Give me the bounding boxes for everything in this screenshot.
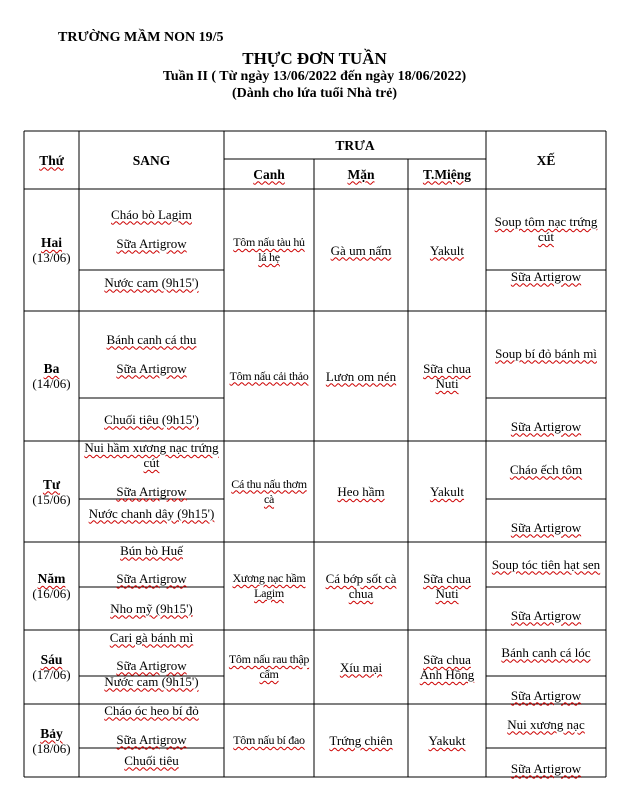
header-main: Mặn <box>347 166 375 182</box>
lunch-dessert: Yakult <box>429 484 465 499</box>
afternoon-milk: Sữa Artigrow <box>510 268 582 284</box>
morning-item: Sữa Artigrow <box>116 657 187 673</box>
day-name: Bảy <box>40 725 63 741</box>
afternoon-milk: Sữa Artigrow <box>510 760 582 776</box>
lunch-main: Lươn om nén <box>325 368 397 384</box>
lunch-dessert: Sữa chua Nuti <box>423 571 471 601</box>
lunch-soup: Xương nạc hầm Lagim <box>232 571 306 600</box>
lunch-main: Xíu mại <box>339 659 383 675</box>
lunch-main: Trứng chiên <box>329 733 393 748</box>
day-name: Năm <box>37 571 66 586</box>
afternoon-item: Soup bí đỏ bánh mì <box>495 345 597 361</box>
morning-item: Sữa Artigrow <box>116 235 187 251</box>
day-date: (18/06) <box>32 740 71 756</box>
lunch-soup: Tôm nấu bí đao <box>233 733 305 747</box>
afternoon-milk: Sữa Artigrow <box>510 607 582 623</box>
day-name: Ba <box>43 361 60 376</box>
day-name: Sáu <box>40 652 63 667</box>
day-date: (16/06) <box>32 586 71 601</box>
day-cell <box>24 441 79 542</box>
morning-item: Cari gà bánh mì <box>109 629 194 645</box>
day-date: (14/06) <box>32 376 71 391</box>
morning-item: Cháo bò Lagim <box>111 206 192 222</box>
afternoon-item: Cháo ếch tôm <box>509 461 583 477</box>
week-range: Tuần II ( Từ ngày 13/06/2022 đến ngày 18/06/2022) <box>162 69 467 84</box>
afternoon-item: Bánh canh cá lóc <box>501 644 591 660</box>
page-title: THỰC ĐƠN TUẦN <box>242 49 387 68</box>
day-name: Tư <box>42 476 61 492</box>
afternoon-milk: Sữa Artigrow <box>510 418 582 434</box>
lunch-soup: Tôm nấu rau thập cẩm <box>228 652 310 681</box>
morning-item: Nui hầm xương nạc trứng cút <box>84 440 219 470</box>
day-cell <box>24 189 79 311</box>
lunch-dessert: Yakukt <box>428 733 466 748</box>
header-lunch: TRƯA <box>335 137 375 153</box>
header-dessert: T.Miệng <box>422 166 472 182</box>
lunch-dessert: Sữa chua Anh Hồng <box>419 652 475 682</box>
day-cell <box>24 704 79 777</box>
morning-item: Bún bò Huế <box>120 542 183 558</box>
morning-snack: Chuối tiêu (9h15') <box>104 411 199 427</box>
afternoon-item: Nui xương nạc <box>507 716 585 732</box>
day-cell <box>24 311 79 441</box>
lunch-soup: Tôm nấu tàu hủ lá hẹ <box>233 235 305 264</box>
morning-item: Sữa Artigrow <box>116 731 187 747</box>
morning-item: Sữa Artigrow <box>116 483 187 499</box>
afternoon-milk: Sữa Artigrow <box>510 519 582 535</box>
morning-snack: Nước cam (9h15') <box>104 274 199 290</box>
school-name: TRƯỜNG MẦM NON 19/5 <box>58 30 224 45</box>
day-date: (13/06) <box>32 250 71 265</box>
lunch-dessert: Yakult <box>429 242 465 258</box>
morning-snack: Nước cam (9h15') <box>104 673 199 689</box>
header-afternoon: XẾ <box>536 152 556 168</box>
afternoon-item: Soup tóc tiên hạt sen <box>491 556 601 572</box>
lunch-dessert: Sữa chua Nuti <box>423 361 471 391</box>
day-cell <box>24 630 79 704</box>
lunch-soup: Tôm nấu cải thảo <box>229 368 309 383</box>
morning-item: Cháo óc heo bí đỏ <box>104 702 199 718</box>
morning-snack: Nho mỹ (9h15') <box>110 600 193 616</box>
afternoon-item: Soup tôm nạc trứng cút <box>494 214 598 244</box>
lunch-main: Gà um nấm <box>330 242 392 258</box>
header-day: Thứ <box>39 152 64 168</box>
age-group: (Dành cho lứa tuổi Nhà trẻ) <box>231 86 398 101</box>
morning-snack: Chuối tiêu <box>124 752 179 768</box>
day-date: (17/06) <box>32 667 71 682</box>
day-date: (15/06) <box>32 491 71 507</box>
day-name: Hai <box>40 235 62 250</box>
morning-snack: Nước chanh dây (9h15') <box>88 505 215 521</box>
day-cell <box>24 542 79 630</box>
lunch-soup: Cá thu nấu thơm cà <box>231 476 307 506</box>
lunch-main: Cá bớp sốt cà chua <box>325 571 397 601</box>
header-soup: Canh <box>253 166 285 182</box>
afternoon-milk: Sữa Artigrow <box>510 687 582 703</box>
morning-item: Sữa Artigrow <box>116 570 187 586</box>
header-morning: SANG <box>132 152 171 168</box>
lunch-main: Heo hầm <box>337 484 385 499</box>
morning-item: Bánh canh cá thu <box>106 331 197 347</box>
morning-item: Sữa Artigrow <box>116 360 187 376</box>
